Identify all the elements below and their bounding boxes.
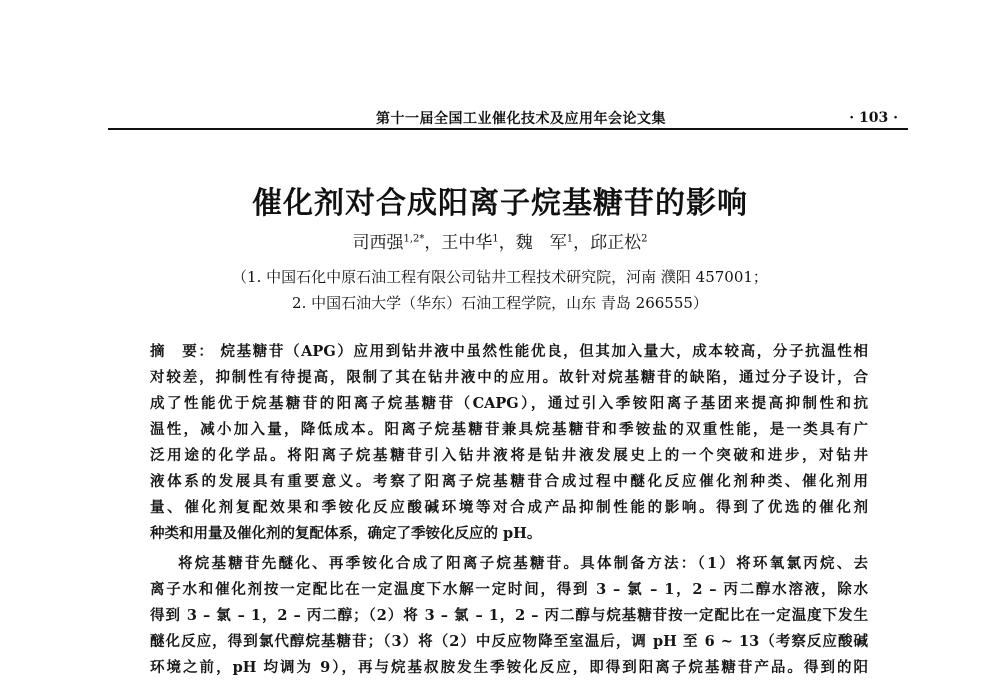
abstract-label: 摘 要： xyxy=(150,344,215,360)
author-list: 司西强$^{1,2*}$，王中华$^1$，魏 军$^1$，邱正松$^2$ xyxy=(352,233,648,253)
running-header xyxy=(108,108,908,130)
abstract-line: 摘 要： 烷基糖苷（APG）应用到钻井液中虽然性能优良，但其加入量大，成本较高，分子抗温性相 xyxy=(150,343,868,360)
author-affiliation-mark: 2 xyxy=(641,233,648,245)
abstract-line: 温性，减小加入量，降低成本。阳离子烷基糖苷兼具烷基糖苷和季铵盐的双重性能，是一类具有广 xyxy=(150,421,868,438)
journal-title: 第十一届全国工业催化技术及应用年会论文集 xyxy=(376,111,666,127)
affiliation-line: 2. 中国石油大学（华东）石油工程学院，山东 青岛 266555） xyxy=(292,294,708,312)
abstract-line: 量、催化剂复配效果和季铵化反应酸碱环境等对合成产品抑制性能的影响。得到了优选的催化剂 xyxy=(150,499,868,516)
abstract-line: 液体系的发展具有重要意义。考察了阳离子烷基糖苷合成过程中醚化反应催化剂种类、催化剂用 xyxy=(150,473,868,490)
body-paragraph-line: 得到 3 – 氯 – 1，2 – 丙二醇；（2）将 3 – 氯 – 1，2 – 丙二醇与烷基糖苷按一定配比在一定温度下发生 xyxy=(150,607,868,624)
author-affiliation-mark: 1 xyxy=(492,233,499,245)
abstract-line: 对较差，抑制性有待提高，限制了其在钻井液中的应用。故针对烷基糖苷的缺陷，通过分子设计，合 xyxy=(150,369,868,386)
body-paragraph-line: 环境之前，pH 均调为 9），再与烷基叔胺发生季铵化反应，即得到阳离子烷基糖苷产品。得到的阳 xyxy=(150,659,868,676)
body-paragraph-line: 将烷基糖苷先醚化、再季铵化合成了阳离子烷基糖苷。具体制备方法：（1）将环氧氯丙烷、去 xyxy=(178,555,868,572)
body-paragraph-line: 醚化反应，得到氯代醇烷基糖苷；（3）将（2）中反应物降至室温后，调 pH 至 6 ~ 13（考察反应酸碱 xyxy=(150,633,868,650)
affiliation-line: （1. 中国石化中原石油工程有限公司钻井工程技术研究院，河南 濮阳 457001； xyxy=(232,268,768,286)
author-name: 魏 军 xyxy=(515,233,567,253)
body-paragraph-line: 离子水和催化剂按一定配比在一定温度下水解一定时间，得到 3 – 氯 – 1，2 – 丙二醇水溶液，除水 xyxy=(150,581,868,598)
abstract-line: 成了性能优于烷基糖苷的阳离子烷基糖苷（CAPG），通过引入季铵阳离子基团来提高抑制性和抗 xyxy=(150,395,868,412)
author-affiliation-mark: 1 xyxy=(566,233,574,245)
author-name: 邱正松 xyxy=(590,233,642,253)
abstract-line: 种类和用量及催化剂的复配体系，确定了季铵化反应的 pH。 xyxy=(150,525,542,542)
paper-title: 催化剂对合成阳离子烷基糖苷的影响 xyxy=(252,186,748,221)
author-affiliation-mark: 1,2* xyxy=(403,233,425,245)
author-name: 王中华 xyxy=(441,233,493,253)
page-number: · 103 · xyxy=(849,110,898,126)
abstract-line: 泛用途的化学品。将阳离子烷基糖苷引入钻井液将是钻井液发展史上的一个突破和进步，对钻井 xyxy=(150,447,868,464)
author-name: 司西强 xyxy=(352,233,404,253)
